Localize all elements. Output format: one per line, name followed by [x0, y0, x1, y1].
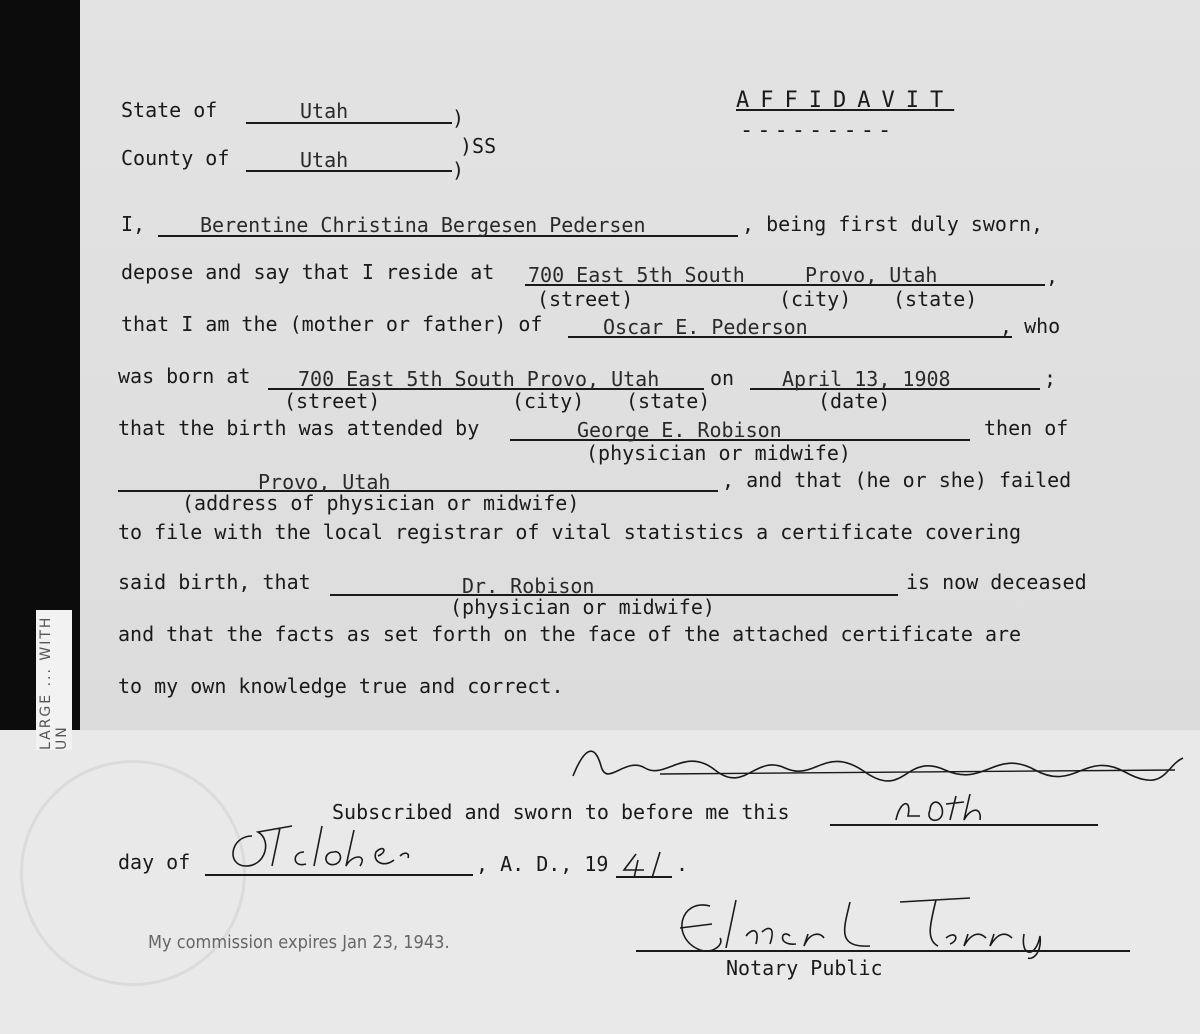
caption-street-2: (street): [284, 389, 381, 413]
ad-text: , A. D., 19: [476, 852, 609, 876]
paren-2: ): [452, 158, 465, 182]
caption-city-2: (city): [512, 389, 585, 413]
attendant-address: Provo, Utah: [258, 470, 391, 494]
title-dashes: ---------: [740, 118, 896, 143]
day-of-text: day of: [118, 850, 191, 874]
mother-text: that I am the (mother or father) of: [121, 312, 543, 336]
birth-place: 700 East 5th South Provo, Utah: [298, 367, 660, 391]
file-text: to file with the local registrar of vital statistics a certificate covering: [118, 520, 1022, 544]
caption-street-1: (street): [537, 287, 634, 311]
county-label: County of: [121, 146, 230, 170]
affiant-signature-stroke: [565, 736, 1190, 786]
commission-stamp: My commission expires Jan 23, 1943.: [148, 932, 450, 953]
notary-label: Notary Public: [726, 956, 883, 980]
who-text: , who: [1000, 314, 1061, 338]
failed-text: , and that (he or she) failed: [722, 468, 1072, 492]
i-label: I,: [121, 212, 146, 236]
then-of-text: then of: [984, 416, 1069, 440]
caption-city-1: (city): [779, 287, 852, 311]
born-text: was born at: [118, 364, 251, 388]
child-name: Oscar E. Pederson: [603, 315, 808, 339]
knowledge-text: to my own knowledge true and correct.: [118, 674, 564, 698]
caption-physician-2: (physician or midwife): [450, 595, 715, 619]
caption-date: (date): [818, 389, 891, 413]
deceased-name: Dr. Robison: [462, 574, 595, 598]
said-birth-text: said birth, that: [118, 570, 311, 594]
on-text: on: [710, 366, 735, 390]
state-underline: [246, 122, 452, 124]
reside-city-state: Provo, Utah: [805, 263, 938, 287]
ss-mark: )SS: [460, 134, 497, 158]
deceased-text: is now deceased: [906, 570, 1087, 594]
affidavit-title: AFFIDAVIT: [736, 88, 955, 113]
affiant-name: Berentine Christina Bergesen Pedersen: [200, 213, 646, 237]
state-label: State of: [121, 98, 218, 122]
reside-text: depose and say that I reside at: [121, 260, 495, 284]
notary-signature: [640, 888, 1060, 964]
year-handwritten: [620, 850, 672, 884]
month-handwritten-stroke: [222, 822, 412, 874]
facts-text: and that the facts as set forth on the face of the attached certificate are: [118, 622, 1022, 646]
affiant-signature: [565, 736, 1190, 790]
county-value: Utah: [300, 148, 349, 172]
day-handwritten-stroke: [890, 790, 1000, 826]
caption-state-1: (state): [893, 287, 978, 311]
state-value: Utah: [300, 99, 349, 123]
attendant-name: George E. Robison: [577, 418, 782, 442]
reside-street: 700 East 5th South: [528, 263, 745, 287]
semicolon: ;: [1044, 366, 1057, 390]
sworn-text: , being first duly sworn,: [742, 212, 1044, 236]
year-period: .: [676, 852, 689, 876]
caption-physician-1: (physician or midwife): [586, 441, 851, 465]
paren-1: ): [452, 106, 465, 130]
year-handwritten-stroke: [620, 850, 672, 880]
caption-state-2: (state): [626, 389, 711, 413]
residence-comma: ,: [1046, 264, 1059, 288]
subscribed-text: Subscribed and sworn to before me this: [332, 800, 790, 824]
day-handwritten: [890, 790, 1000, 830]
county-underline: [246, 170, 452, 172]
side-margin-label: LARGE ... WITH UN: [36, 610, 72, 750]
caption-address: (address of physician or midwife): [182, 491, 580, 515]
notary-underline: [636, 950, 1130, 952]
birth-date: April 13, 1908: [782, 367, 951, 391]
attended-text: that the birth was attended by: [118, 416, 480, 440]
month-handwritten: [222, 822, 412, 878]
